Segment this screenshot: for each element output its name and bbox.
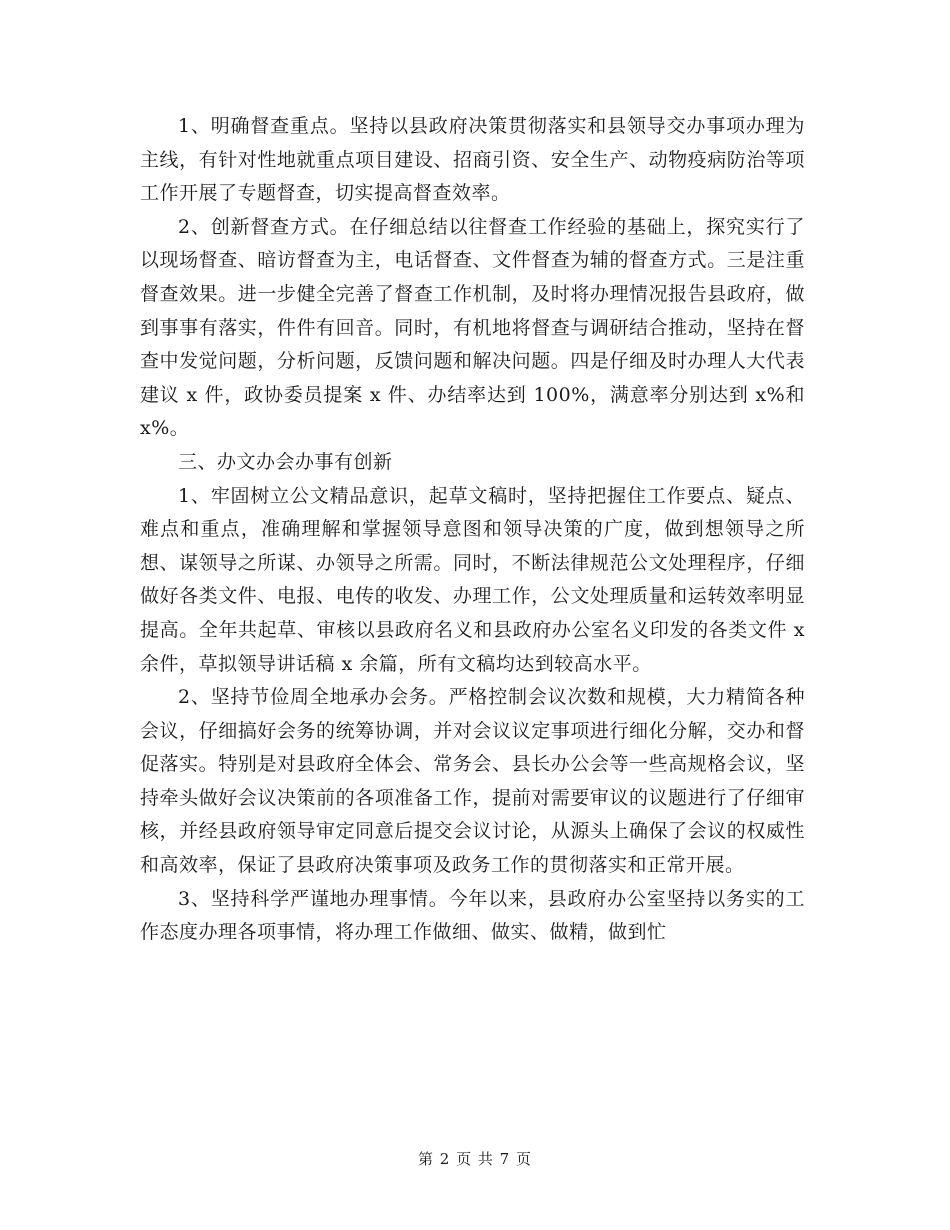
page-number-label: 第 2 页 共 7 页 bbox=[418, 1150, 532, 1168]
document-body bbox=[140, 110, 805, 950]
paragraph-meeting-affairs: 2、坚持节俭周全地承办会务。严格控制会议次数和规模，大力精简各种会议，仔细搞好会务的统筹协调，并对会议议定事项进行细化分解，交办和督促落实。特别是对县政府全体会、常务会、县长办公会等一些高规格会议，坚持牵头做好会议决策前的各项准备工作，提前对需要审议的议题进行了仔细审核，并经县政府领导审定同意后提交会议讨论，从源头上确保了会议的权威性和高效率，保证了县政府决策事项及政务工作的贯彻落实和正常开展。 bbox=[140, 686, 805, 877]
section-heading-three: 三、办文办会办事有创新 bbox=[178, 450, 393, 473]
paragraph-official-documents: 1、牢固树立公文精品意识，起草文稿时，坚持把握住工作要点、疑点、难点和重点，准确理解和掌握领导意图和领导决策的广度，做到想领导之所想、谋领导之所谋、办领导之所需。同时，不断法律规范公文处理程序，仔细做好各类文件、电报、电传的收发、办理工作，公文处理质量和运转效率明显提高。全年共起草、审核以县政府名义和县政府办公室名义印发的各类文件 x 余件，草拟领导讲话稿 x 余篇，所有文稿均达到较高水平。 bbox=[140, 484, 805, 675]
page-footer bbox=[0, 1148, 950, 1169]
paragraph-handling-affairs: 3、坚持科学严谨地办理事情。今年以来，县政府办公室坚持以务实的工作态度办理各项事情，将办理工作做细、做实、做精，做到忙 bbox=[140, 887, 805, 944]
paragraph-supervision-method: 2、创新督查方式。在仔细总结以往督查工作经验的基础上，探究实行了以现场督查、暗访督查为主，电话督查、文件督查为辅的督查方式。三是注重督查效果。进一步健全完善了督查工作机制，及时将办理情况报告县政府，做到事事有落实，件件有回音。同时，有机地将督查与调研结合推动，坚持在督查中发觉问题，分析问题，反馈问题和解决问题。四是仔细及时办理人大代表建议 x 件，政协委员提案 x 件、办结率达到 100%，满意率分别达到 x%和 x%。 bbox=[140, 215, 805, 440]
paragraph-supervision-focus: 1、明确督查重点。坚持以县政府决策贯彻落实和县领导交办事项办理为主线，有针对性地就重点项目建设、招商引资、安全生产、动物疫病防治等项工作开展了专题督查，切实提高督查效率。 bbox=[140, 115, 805, 205]
